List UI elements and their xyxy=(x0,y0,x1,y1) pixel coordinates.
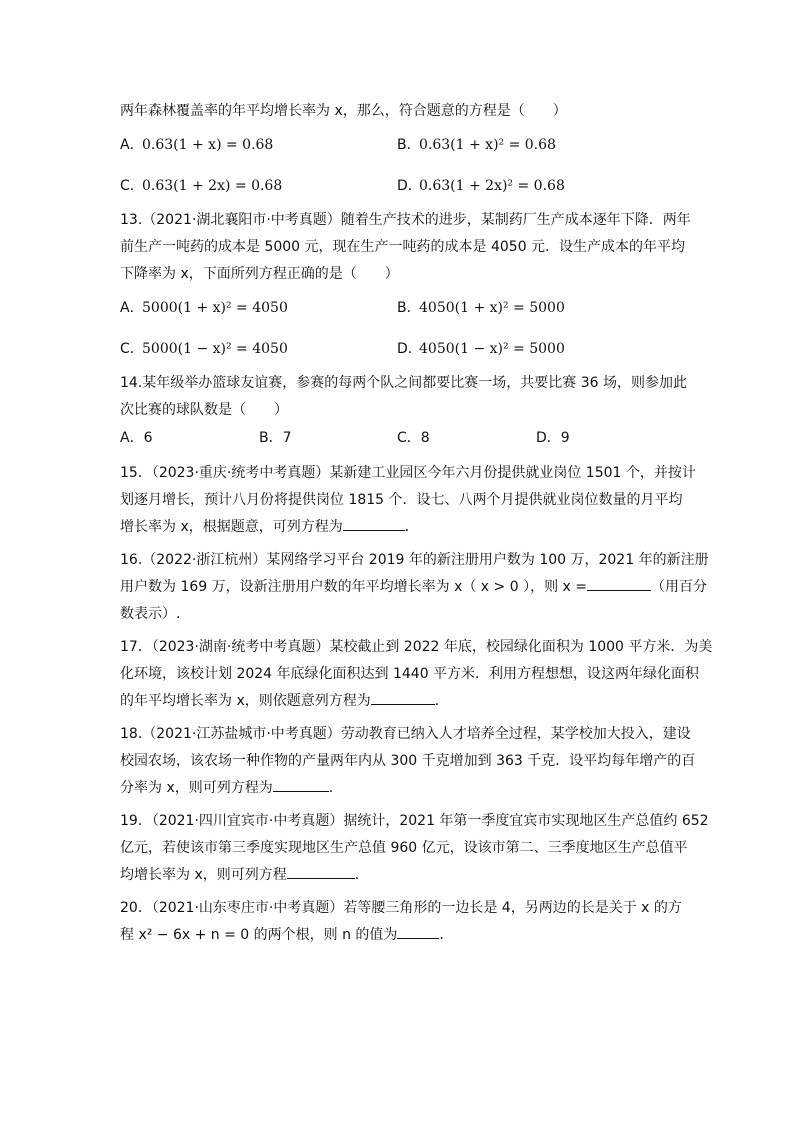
q12-option-a: A．0.63(1 + x) = 0.68 xyxy=(120,137,274,153)
q15-stem-2: 划逐月增长，预计八月份将提供岗位 1815 个．设七、八两个月提供就业岗位数量的月平均 xyxy=(120,492,683,508)
q13-options-2 xyxy=(120,329,680,370)
q13-options xyxy=(120,288,680,329)
q15-stem-1: 15．（2023·重庆·统考中考真题）某新建工业园区今年六月份提供就业岗位 1501 个，并按计 xyxy=(120,465,696,481)
q14-option-c: C．8 xyxy=(397,430,430,446)
answer-blank xyxy=(587,576,651,591)
q17-stem-1: 17．（2023·湖南·统考中考真题）某校截止到 2022 年底，校园绿化面积为 1000 平方米．为美 xyxy=(120,639,713,655)
q16-stem-3: 数表示）. xyxy=(120,606,181,622)
q19-stem-2: 亿元，若使该市第三季度实现地区生产总值 960 亿元，设该市第二、三季度地区生产总值平 xyxy=(120,840,688,856)
answer-blank xyxy=(287,864,355,879)
q19-stem-1: 19．（2021·四川宜宾市·中考真题）据统计，2021 年第一季度宜宾市实现地区生产总值约 652 xyxy=(120,813,709,829)
q20-stem-1: 20．（2021·山东枣庄市·中考真题）若等腰三角形的一边长是 4，另两边的长是关于 x 的方 xyxy=(120,900,682,916)
q12-option-c: C．0.63(1 + 2x) = 0.68 xyxy=(120,178,283,194)
q12-option-b: B．0.63(1 + x)² = 0.68 xyxy=(397,137,556,153)
answer-blank xyxy=(371,690,435,705)
q13-option-c: C．5000(1 − x)² = 4050 xyxy=(120,341,288,357)
q20-stem-2: 程 x² − 6x + n = 0 的两个根，则 n 的值为 ． xyxy=(120,922,680,949)
q14-option-a: A．6 xyxy=(120,430,153,446)
answer-blank xyxy=(273,777,329,792)
q12-option-d: D．0.63(1 + 2x)² = 0.68 xyxy=(397,178,565,194)
q14-stem-1: 14.某年级举办篮球友谊赛，参赛的每两个队之间都要比赛一场，共要比赛 36 场，则参加此 xyxy=(120,375,687,391)
q14-options xyxy=(120,424,680,454)
question-list xyxy=(120,98,713,949)
q15-stem-3: 增长率为 x，根据题意，可列方程为 ． xyxy=(120,514,680,541)
q17-stem-2: 化环境，该校计划 2024 年底绿化面积达到 1440 平方米．利用方程想想，设这两年绿化面积 xyxy=(120,666,700,682)
q12-options-2 xyxy=(120,166,680,207)
q13-stem-1: 13.（2021·湖北襄阳市·中考真题）随着生产技术的进步，某制药厂生产成本逐年下降．两年 xyxy=(120,212,691,228)
q18-stem-3: 分率为 x，则可列方程为 ． xyxy=(120,775,680,802)
q14-option-b: B．7 xyxy=(259,430,292,446)
q16-stem-1: 16.（2022·浙江杭州）某网络学习平台 2019 年的新注册用户数为 100 万，2021 年的新注册 xyxy=(120,552,709,568)
answer-blank xyxy=(397,924,439,939)
q13-option-b: B．4050(1 + x)² = 5000 xyxy=(397,300,565,316)
q18-stem-2: 校园农场，该农场一种作物的产量两年内从 300 千克增加到 363 千克．设平均每年增产的百 xyxy=(120,753,696,769)
q13-stem-3: 下降率为 x，下面所列方程正确的是（ ） xyxy=(120,266,399,282)
q17-stem-3: 的年平均增长率为 x，则依题意列方程为 ． xyxy=(120,688,680,715)
q18-stem-1: 18.（2021·江苏盐城市·中考真题）劳动教育已纳入人才培养全过程，某学校加大投入，建设 xyxy=(120,726,691,742)
q12-stem: 两年森林覆盖率的年平均增长率为 x，那么，符合题意的方程是（ ） xyxy=(120,103,567,119)
q12-options xyxy=(120,125,680,166)
q13-option-a: A．5000(1 + x)² = 4050 xyxy=(120,300,288,316)
q14-stem-2: 次比赛的球队数是（ ） xyxy=(120,402,288,418)
q13-option-d: D．4050(1 − x)² = 5000 xyxy=(397,341,565,357)
answer-blank xyxy=(343,516,405,531)
q16-stem-2: 用户数为 169 万，设新注册用户数的年平均增长率为 x（ x > 0 ），则 x = （用百分 xyxy=(120,574,680,601)
q13-stem-2: 前生产一吨药的成本是 5000 元，现在生产一吨药的成本是 4050 元．设生产成本的年平均 xyxy=(120,239,686,255)
q14-option-d: D．9 xyxy=(536,430,570,446)
q19-stem-3: 均增长率为 x，则可列方程 . xyxy=(120,862,680,889)
